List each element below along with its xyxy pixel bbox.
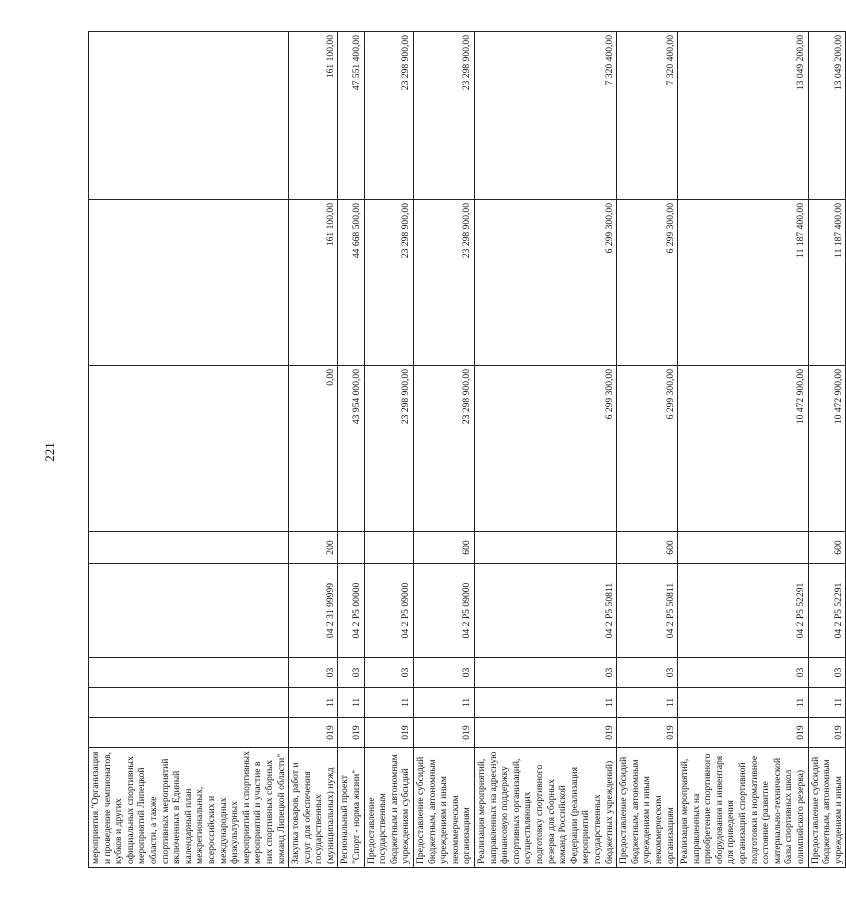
rz-cell: 11 [475,688,617,718]
rz-cell: 11 [678,688,809,718]
value-year1: 10 472 900,00 [808,366,846,532]
row-name: Предоставление субсидий бюджетным, автономным учреждениям и иным некоммерческим организациям [617,748,678,868]
value-year1 [89,366,289,532]
table-row [364,32,413,868]
value-year2: 6 299 300,00 [617,200,678,366]
value-year2: 23 298 900,00 [364,200,413,366]
value-year1: 6 299 300,00 [617,366,678,532]
value-year2: 11 187 400,00 [808,200,846,366]
vr-cell: 600 [617,532,678,564]
rz-cell: 11 [414,688,475,718]
grbs-cell: 019 [475,718,617,748]
pr-cell: 03 [678,658,809,688]
vr-cell [475,532,617,564]
grbs-cell [89,718,289,748]
rz-cell: 11 [617,688,678,718]
row-name: Предоставление государственным бюджетным и автономным учреждениям субсидий [364,748,413,868]
grbs-cell: 019 [617,718,678,748]
budget-table-rotated [88,32,844,868]
row-name: Предоставление субсидий бюджетным, автономным учреждениям и иным [808,748,846,868]
value-year3: 7 320 400,00 [617,32,678,200]
table-row [414,32,475,868]
csr-cell: 04 2 P5 09000 [364,564,413,658]
rz-cell: 11 [338,688,364,718]
table-row [678,32,809,868]
vr-cell [364,532,413,564]
pr-cell: 03 [414,658,475,688]
vr-cell: 200 [289,532,338,564]
table-row [89,32,289,868]
value-year1: 43 954 000,00 [338,366,364,532]
vr-cell: 600 [808,532,846,564]
value-year2: 161 100,00 [289,200,338,366]
csr-cell: 04 2 P5 52291 [678,564,809,658]
row-name: Региональный проект "Спорт - норма жизни" [338,748,364,868]
grbs-cell: 019 [808,718,846,748]
csr-cell: 04 2 P5 50811 [475,564,617,658]
value-year2 [89,200,289,366]
csr-cell: 04 2 P5 50811 [617,564,678,658]
pr-cell [89,658,289,688]
row-name: мероприятия "Организация и проведение чемпионатов, кубков и других официальных спортивных мероприятий Липецкой области, а также спортивных мероприятий включенных в Единый календарный план межрегиональных, всероссийских и международных физкультурных мероприятий и спортивных мероприятий и участие в них спортивных сборных команд Липецкой области" [89,748,289,868]
value-year2: 11 187 400,00 [678,200,809,366]
budget-table [88,31,846,868]
value-year3: 7 320 400,00 [475,32,617,200]
rz-cell: 11 [289,688,338,718]
row-name: Предоставление субсидий бюджетным, автономным учреждениям и иным некоммерческим организациям [414,748,475,868]
csr-cell: 04 2 31 99999 [289,564,338,658]
rz-cell: 11 [364,688,413,718]
pr-cell: 03 [289,658,338,688]
row-name: Реализация мероприятий, направленных на адресную финансовую поддержку спортивных организаций, осуществляющих подготовку спортивного резерва для сборных команд Российской Федерации (реализация мероприятий государственных бюджетных учреждений) [475,748,617,868]
csr-cell [89,564,289,658]
table-row [475,32,617,868]
csr-cell: 04 2 P5 09000 [414,564,475,658]
value-year2: 23 298 900,00 [414,200,475,366]
grbs-cell: 019 [678,718,809,748]
grbs-cell: 019 [414,718,475,748]
value-year3: 23 298 900,00 [364,32,413,200]
page-number [40,440,60,464]
value-year2: 44 668 500,00 [338,200,364,366]
row-name: Реализация мероприятий, направленных на приобретение спортивного оборудования и инвентаря для приведения организаций спортивной подготовки в нормативное состояние (развитие материально-технической базы спортивных школ олимпийского резерва) [678,748,809,868]
value-year1: 6 299 300,00 [475,366,617,532]
table-row [617,32,678,868]
value-year2: 6 299 300,00 [475,200,617,366]
value-year3: 23 298 900,00 [414,32,475,200]
value-year3: 47 551 400,00 [338,32,364,200]
value-year1: 23 298 900,00 [364,366,413,532]
value-year1: 0,00 [289,366,338,532]
grbs-cell: 019 [338,718,364,748]
value-year3: 13 049 200,00 [678,32,809,200]
pr-cell: 03 [338,658,364,688]
csr-cell: 04 2 P5 00000 [338,564,364,658]
rz-cell: 11 [808,688,846,718]
grbs-cell: 019 [364,718,413,748]
pr-cell: 03 [617,658,678,688]
row-name: Закупка товаров, работ и услуг для обеспечения государственных (муниципальных) нужд [289,748,338,868]
table-row [338,32,364,868]
pr-cell: 03 [475,658,617,688]
value-year1: 23 298 900,00 [414,366,475,532]
vr-cell [678,532,809,564]
table-row [289,32,338,868]
value-year3: 13 049 200,00 [808,32,846,200]
vr-cell [338,532,364,564]
pr-cell: 03 [808,658,846,688]
rz-cell [89,688,289,718]
vr-cell [89,532,289,564]
value-year1: 10 472 900,00 [678,366,809,532]
page-number-text: 221 [42,442,57,462]
vr-cell: 600 [414,532,475,564]
pr-cell: 03 [364,658,413,688]
value-year3 [89,32,289,200]
table-row [808,32,846,868]
value-year3: 161 100,00 [289,32,338,200]
csr-cell: 04 2 P5 52291 [808,564,846,658]
grbs-cell: 019 [289,718,338,748]
